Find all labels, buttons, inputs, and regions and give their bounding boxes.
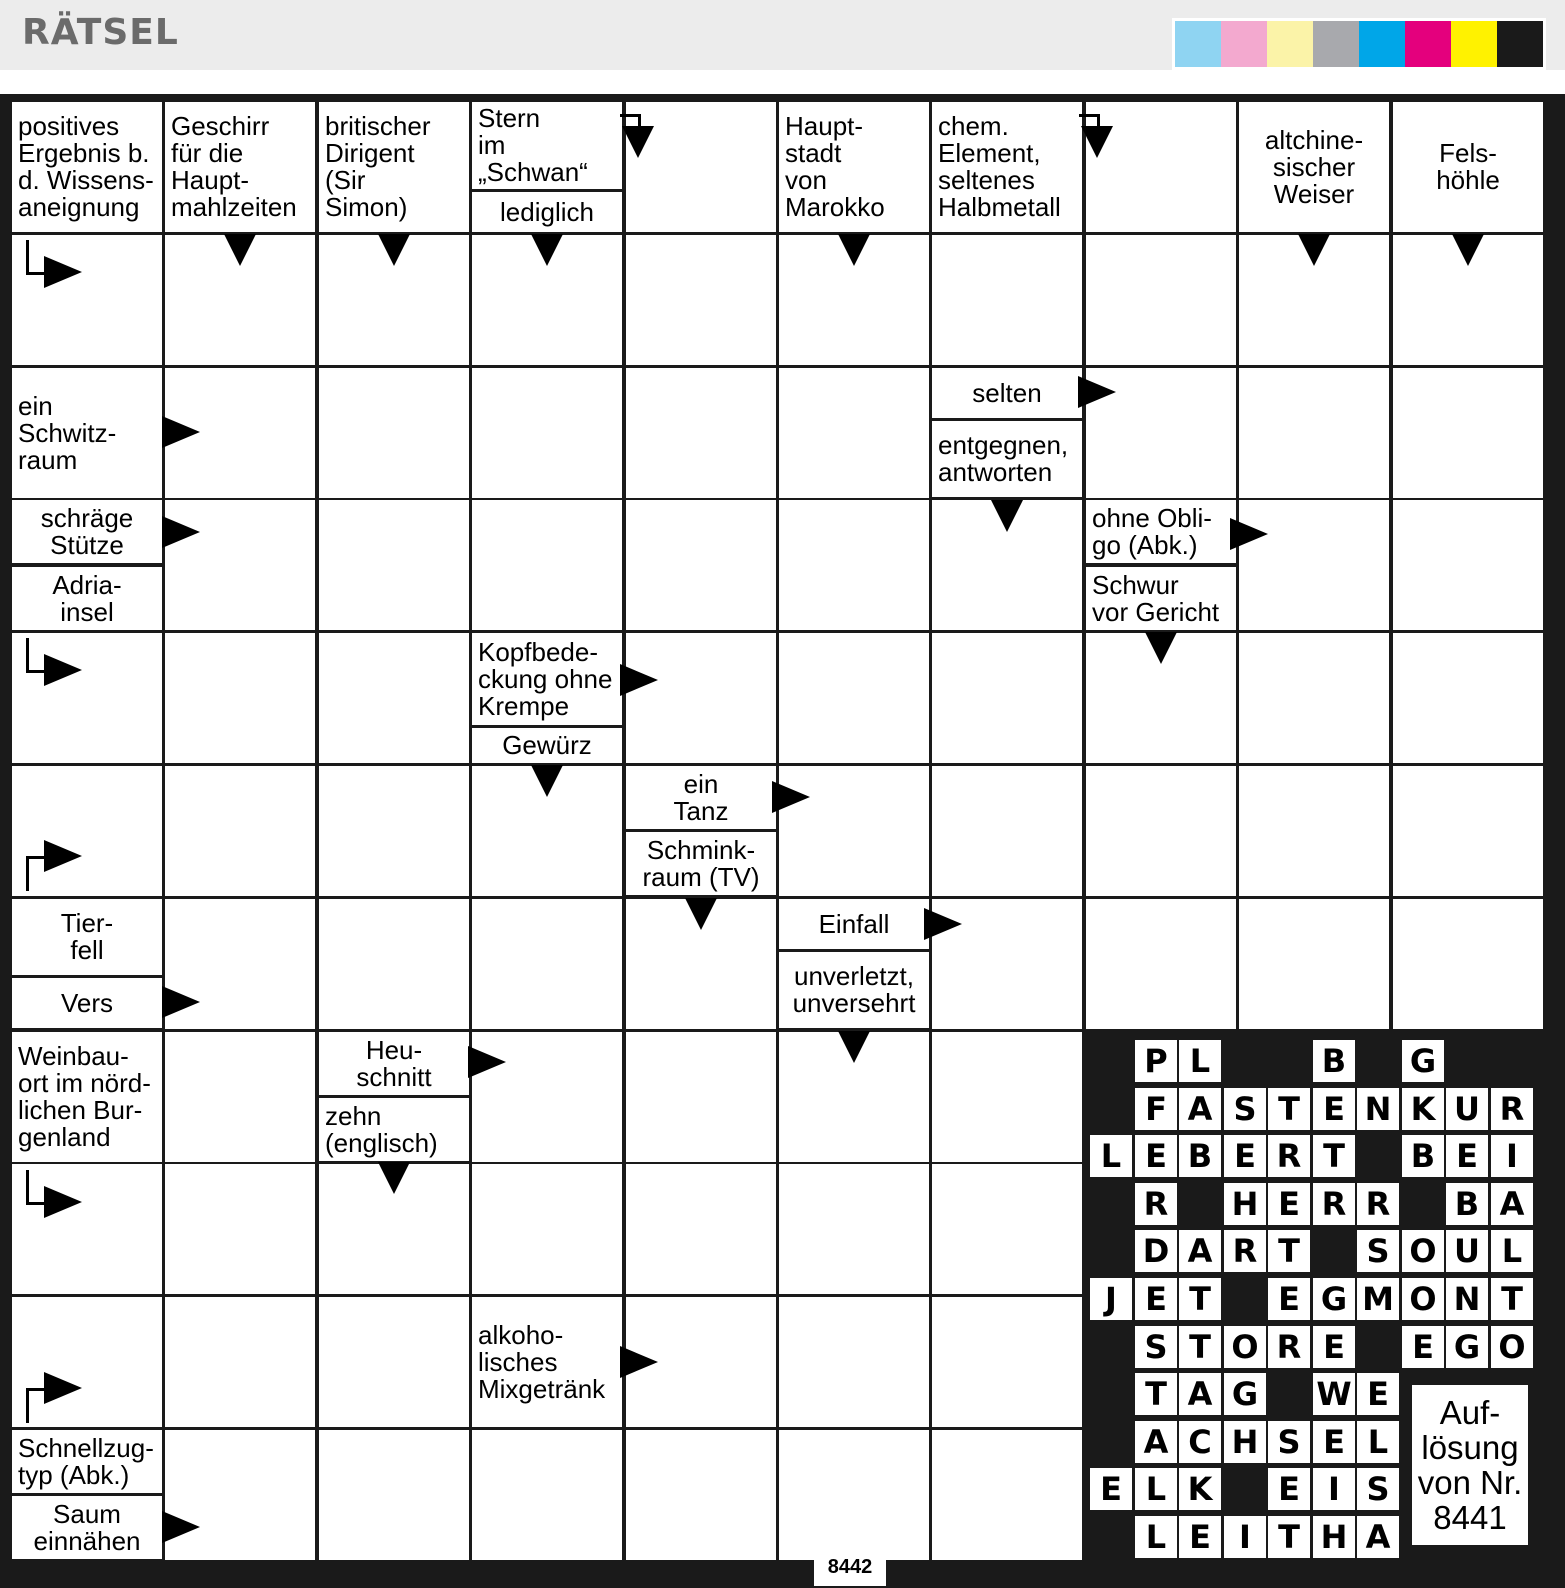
solution-letter: T [1135,1373,1177,1415]
solution-letter: A [1179,1230,1221,1272]
arrow-right-icon [44,840,82,872]
solution-letter: B [1313,1040,1355,1082]
clue-schwur: Schwur vor Gericht [1086,567,1236,630]
answer-cell [626,1430,776,1560]
clue-chem: chem. Element, seltenes Halbmetall [932,102,1082,232]
solution-letter: T [1491,1278,1533,1320]
solution-letter: D [1135,1230,1177,1272]
color-swatch [1221,21,1267,67]
clue-schnellzug: Schnellzug- typ (Abk.) [12,1430,162,1493]
solution-letter: O [1224,1326,1266,1368]
answer-cell [1239,633,1389,763]
solution-letter: A [1135,1421,1177,1463]
solution-letter: W [1313,1373,1355,1415]
solution-letter: G [1446,1326,1488,1368]
arrow-down-icon [531,765,563,797]
clue-tanz: ein Tanz [626,766,776,829]
clue-dirigent: britischer Dirigent (Sir Simon) [319,102,469,232]
answer-cell [472,899,622,1029]
solution-letter: T [1268,1088,1310,1130]
arrow-right-icon [772,781,810,813]
solution-letter: E [1268,1183,1310,1225]
answer-cell [472,1164,622,1294]
answer-cell [1086,766,1236,896]
answer-cell [779,1164,929,1294]
clue-schminkraum: Schmink- raum (TV) [626,832,776,895]
answer-cell [472,1430,622,1560]
arrow-down-icon [685,898,717,930]
arrow-right-icon [44,256,82,288]
clue-gewuerz: Gewürz [472,728,622,763]
header-bar [0,0,1565,70]
arrow-right-icon [468,1046,506,1078]
solution-letter: I [1224,1516,1266,1558]
clue-adriainsel: Adria- insel [12,567,162,630]
answer-cell [472,368,622,498]
clue-weinbauort: Weinbau- ort im nörd- lichen Bur- genland [12,1032,162,1162]
clue-stern: Stern im „Schwan“ [472,102,622,189]
arrow-down-icon [378,234,410,266]
solution-letter: M [1357,1278,1399,1320]
arrow-down-icon [838,234,870,266]
clue-entgegnen: entgegnen, antworten [932,421,1082,497]
answer-cell [1239,368,1389,498]
solution-letter: S [1268,1421,1310,1463]
answer-cell [779,368,929,498]
solution-letter: E [1402,1326,1444,1368]
arrow-right-icon [44,1186,82,1218]
solution-letter: T [1313,1135,1355,1177]
solution-letter: L [1135,1516,1177,1558]
answer-cell [319,633,469,763]
arrow-right-icon [44,654,82,686]
arrow-right-icon [162,986,200,1018]
solution-letter: E [1313,1088,1355,1130]
color-swatch [1451,21,1497,67]
solution-letter: A [1357,1516,1399,1558]
answer-cell [932,235,1082,365]
answer-cell [626,1032,776,1162]
answer-cell [626,633,776,763]
solution-letter: R [1357,1183,1399,1225]
solution-letter: R [1491,1088,1533,1130]
solution-letter: T [1268,1230,1310,1272]
arrow-right-icon [620,1346,658,1378]
answer-cell [1393,368,1543,498]
clue-heuschnitt: Heu- schnitt [319,1032,469,1095]
answer-cell [319,500,469,630]
color-swatch [1267,21,1313,67]
color-swatch [1175,21,1221,67]
page-title: RÄTSEL [22,12,179,53]
solution-letter: E [1268,1278,1310,1320]
arrow-down-icon [1081,126,1113,158]
puzzle-number: 8442 [814,1552,886,1586]
arrow-right-icon [162,1511,200,1543]
answer-cell [1086,899,1236,1029]
arrow-right-icon [162,516,200,548]
solution-letter: S [1224,1088,1266,1130]
color-swatch [1497,21,1543,67]
solution-letter: E [1446,1135,1488,1177]
answer-cell [932,1430,1082,1560]
solution-letter: O [1491,1326,1533,1368]
clue-mixgetraenk: alkoho- lisches Mixgetränk [472,1297,622,1427]
solution-letter: U [1446,1230,1488,1272]
clue-lediglich: lediglich [472,192,622,232]
solution-letter: U [1446,1088,1488,1130]
answer-cell [319,1430,469,1560]
color-swatch [1313,21,1359,67]
answer-cell [165,1032,315,1162]
clue-felshoehle: Fels- höhle [1393,102,1543,232]
solution-letter: E [1357,1373,1399,1415]
answer-cell [932,1297,1082,1427]
solution-letter: S [1357,1230,1399,1272]
arrow-down-icon [838,1031,870,1063]
answer-cell [932,633,1082,763]
arrow-down-icon [224,234,256,266]
color-swatch [1359,21,1405,67]
solution-letter: G [1313,1278,1355,1320]
solution-letter: I [1313,1468,1355,1510]
solution-letter: L [1491,1230,1533,1272]
solution-letter: E [1179,1516,1221,1558]
arrow-right-icon [1078,376,1116,408]
answer-cell [1239,899,1389,1029]
solution-letter: N [1446,1278,1488,1320]
clue-saum: Saum einnähen [12,1496,162,1559]
solution-letter: E [1135,1135,1177,1177]
solution-letter: L [1090,1135,1132,1177]
arrow-right-icon [1230,518,1268,550]
answer-cell [319,368,469,498]
solution-letter: E [1268,1468,1310,1510]
solution-letter: R [1268,1135,1310,1177]
solution-label: Auf- lösung von Nr. 8441 [1412,1385,1528,1545]
solution-letter: E [1135,1278,1177,1320]
clue-geschirr: Geschirr für die Haupt- mahlzeiten [165,102,315,232]
solution-letter: R [1313,1183,1355,1225]
solution-letter: B [1179,1135,1221,1177]
solution-letter: E [1224,1135,1266,1177]
solution-letter: H [1224,1421,1266,1463]
answer-cell [932,766,1082,896]
solution-letter: H [1313,1516,1355,1558]
clue-unverletzt: unverletzt, unversehrt [779,952,929,1028]
arrow-right-icon [620,664,658,696]
solution-letter: B [1446,1183,1488,1225]
print-color-bar [1172,18,1546,70]
answer-cell [932,1164,1082,1294]
solution-letter: O [1402,1230,1444,1272]
solution-letter: T [1179,1278,1221,1320]
solution-letter: E [1313,1421,1355,1463]
solution-letter: H [1224,1183,1266,1225]
clue-einfall: Einfall [779,899,929,949]
solution-letter: A [1179,1088,1221,1130]
arrow-down-icon [622,126,654,158]
color-swatch [1405,21,1451,67]
answer-cell [319,766,469,896]
answer-cell [779,500,929,630]
clue-selten: selten [932,368,1082,418]
solution-letter: E [1313,1326,1355,1368]
solution-letter: S [1135,1326,1177,1368]
solution-letter: F [1135,1088,1177,1130]
answer-cell [165,1297,315,1427]
solution-letter: L [1179,1040,1221,1082]
answer-cell [319,1297,469,1427]
arrow-down-icon [1452,234,1484,266]
answer-cell [779,1430,929,1560]
clue-altchinesisch: altchine- sischer Weiser [1239,102,1389,232]
answer-cell [472,500,622,630]
solution-letter: G [1224,1373,1266,1415]
solution-letter: R [1224,1230,1266,1272]
clue-vers: Vers [12,978,162,1028]
answer-cell [165,766,315,896]
answer-cell [1086,235,1236,365]
clue-kopfbedeckung: Kopfbede- ckung ohne Krempe [472,633,622,725]
answer-cell [319,899,469,1029]
solution-letter: L [1135,1468,1177,1510]
arrow-down-icon [378,1162,410,1194]
arrow-down-icon [531,234,563,266]
solution-letter: J [1090,1278,1132,1320]
solution-letter: C [1179,1421,1221,1463]
answer-cell [779,1297,929,1427]
solution-letter: O [1402,1278,1444,1320]
clue-schraege: schräge Stütze [12,500,162,563]
arrow-right-icon [162,416,200,448]
clue-positives: positives Ergebnis b. d. Wissens- aneignung [12,102,162,232]
solution-letter: T [1268,1516,1310,1558]
answer-cell [165,633,315,763]
solution-letter: N [1357,1088,1399,1130]
clue-schwitzraum: ein Schwitz- raum [12,368,162,498]
clue-obligo: ohne Obli- go (Abk.) [1086,500,1236,563]
solution-letter: K [1402,1088,1444,1130]
solution-letter: R [1268,1326,1310,1368]
solution-letter: G [1402,1040,1444,1082]
solution-letter: B [1402,1135,1444,1177]
arrow-down-icon [991,500,1023,532]
answer-cell [626,102,776,232]
clue-tierfell: Tier- fell [12,899,162,975]
answer-cell [626,368,776,498]
answer-cell [1393,500,1543,630]
answer-cell [932,1032,1082,1162]
answer-cell [779,633,929,763]
answer-cell [1086,102,1236,232]
solution-letter: A [1491,1183,1533,1225]
arrow-down-icon [1298,234,1330,266]
arrow-right-icon [924,908,962,940]
solution-letter: T [1179,1326,1221,1368]
solution-letter: E [1090,1468,1132,1510]
answer-cell [1393,766,1543,896]
arrow-right-icon [44,1372,82,1404]
solution-letter: P [1135,1040,1177,1082]
answer-cell [1393,633,1543,763]
clue-hauptstadt: Haupt- stadt von Marokko [779,102,929,232]
solution-letter: R [1135,1183,1177,1225]
solution-letter: S [1357,1468,1399,1510]
answer-cell [626,500,776,630]
solution-letter: K [1179,1468,1221,1510]
answer-cell [626,235,776,365]
solution-letter: A [1179,1373,1221,1415]
clue-zehn: zehn (englisch) [319,1098,469,1161]
answer-cell [1239,766,1389,896]
answer-cell [165,1164,315,1294]
arrow-down-icon [1145,632,1177,664]
solution-letter: I [1491,1135,1533,1177]
answer-cell [626,1164,776,1294]
answer-cell [1393,899,1543,1029]
solution-letter: L [1357,1421,1399,1463]
